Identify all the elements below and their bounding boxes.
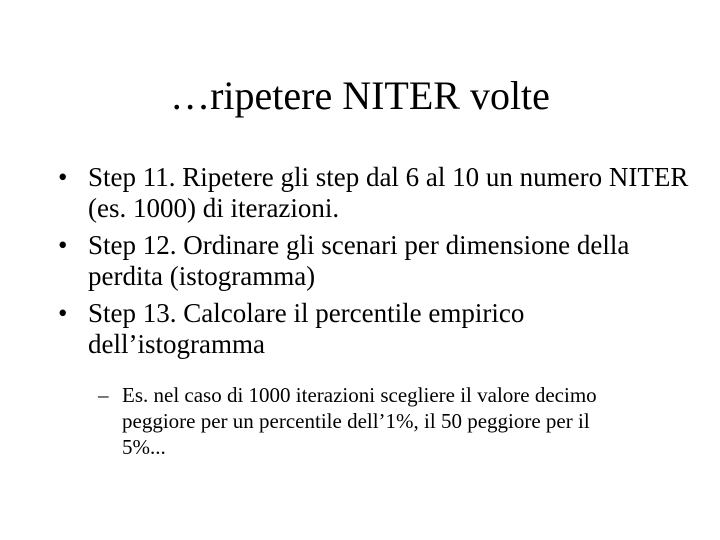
bullet-item xyxy=(58,298,698,360)
sub-bullet-list xyxy=(98,382,638,460)
bullet-marker: • xyxy=(58,162,68,192)
sub-bullet-text: Es. nel caso di 1000 iterazioni scegliere il valore decimo peggiore per un percentile dell’1%, il 50 peggiore per il 5%... xyxy=(122,383,597,459)
bullet-marker: • xyxy=(58,298,68,328)
bullet-text: Step 12. Ordinare gli scenari per dimensione della perdita (istogramma) xyxy=(88,230,630,291)
bullet-marker: • xyxy=(58,230,68,260)
sub-bullet-item xyxy=(98,382,638,460)
bullet-text: Step 13. Calcolare il percentile empirico dell’istogramma xyxy=(88,298,525,359)
bullet-list xyxy=(58,162,698,366)
slide-title: …ripetere NITER volte xyxy=(170,73,550,118)
bullet-item xyxy=(58,162,698,224)
bullet-item xyxy=(58,230,698,292)
bullet-text: Step 11. Ripetere gli step dal 6 al 10 un numero NITER (es. 1000) di iterazioni. xyxy=(88,162,689,223)
sub-bullet-marker: – xyxy=(98,383,109,407)
